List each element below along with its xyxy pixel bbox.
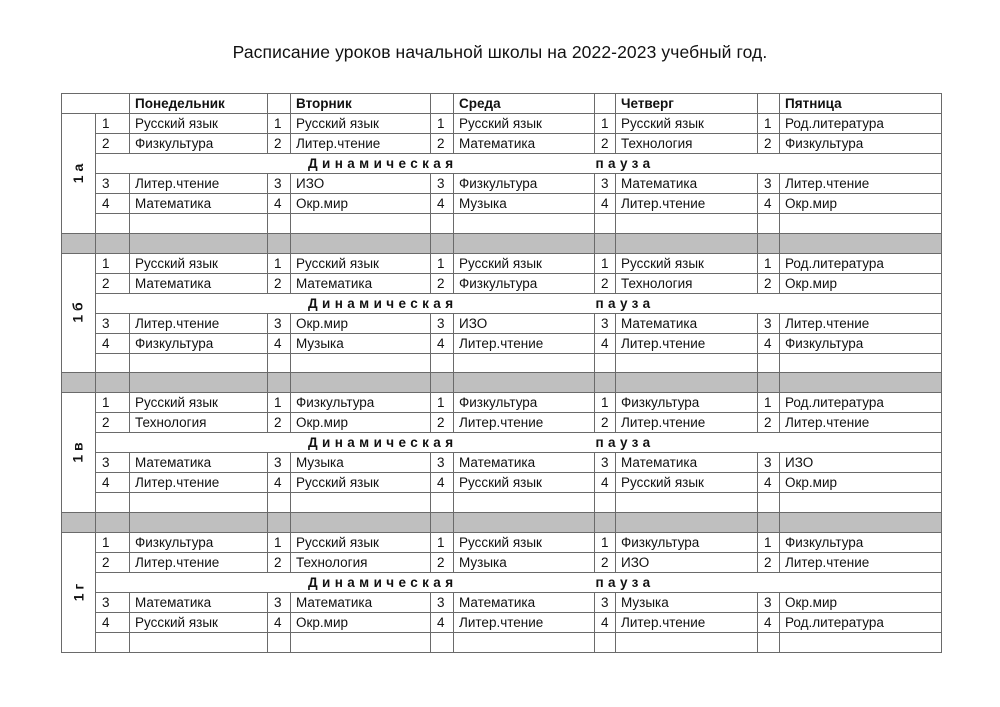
subject-cell: Русский язык: [454, 114, 595, 134]
subject-cell: Русский язык: [616, 114, 758, 134]
empty-row: [62, 493, 942, 513]
subject-cell: Литер.чтение: [454, 612, 595, 632]
empty-cell: [268, 233, 291, 253]
lesson-num: 2: [595, 552, 616, 572]
lesson-num: 1: [758, 532, 780, 552]
empty-cell: [595, 233, 616, 253]
subject-cell: Окр.мир: [780, 592, 942, 612]
subject-cell: Математика: [616, 313, 758, 333]
lesson-num: 1: [758, 114, 780, 134]
subject-cell: Русский язык: [454, 473, 595, 493]
empty-cell: [96, 493, 130, 513]
class-label: [62, 532, 96, 652]
lesson-num: 3: [431, 313, 454, 333]
empty-cell: [130, 512, 268, 532]
lesson-num: 1: [431, 253, 454, 273]
lesson-num: 2: [431, 134, 454, 154]
lesson-num: 4: [268, 473, 291, 493]
subject-cell: Физкультура: [454, 273, 595, 293]
lesson-num: 2: [268, 134, 291, 154]
empty-cell: [616, 353, 758, 373]
lesson-num: 2: [96, 134, 130, 154]
lesson-num: 2: [96, 273, 130, 293]
lesson-num: 3: [431, 174, 454, 194]
empty-cell: [595, 632, 616, 652]
lesson-num: 3: [431, 453, 454, 473]
header-num-cell: [268, 94, 291, 114]
subject-cell: Музыка: [454, 552, 595, 572]
pause-word: пауза: [595, 295, 655, 311]
pause-cell: [96, 154, 942, 174]
empty-cell: [595, 373, 616, 393]
lesson-num: 4: [431, 333, 454, 353]
pause-cell: [96, 293, 942, 313]
lesson-num: 4: [268, 612, 291, 632]
empty-row: [62, 353, 942, 373]
subject-cell: Литер.чтение: [130, 552, 268, 572]
lesson-row: [62, 114, 942, 134]
subject-cell: Физкультура: [454, 393, 595, 413]
lesson-row: [62, 273, 942, 293]
header-num-cell: [758, 94, 780, 114]
class-label: [62, 393, 96, 513]
lesson-num: 2: [431, 273, 454, 293]
lesson-row: [62, 612, 942, 632]
subject-cell: Математика: [454, 453, 595, 473]
header-day-2: Среда: [454, 94, 595, 114]
lesson-num: 4: [96, 473, 130, 493]
pause-row: [62, 433, 942, 453]
lesson-num: 1: [595, 114, 616, 134]
empty-cell: [616, 512, 758, 532]
empty-cell: [454, 373, 595, 393]
lesson-num: 3: [96, 453, 130, 473]
subject-cell: ИЗО: [454, 313, 595, 333]
empty-cell: [595, 493, 616, 513]
pause-row: [62, 154, 942, 174]
subject-cell: Музыка: [291, 333, 431, 353]
pause-word: пауза: [595, 435, 655, 451]
empty-cell: [616, 493, 758, 513]
lesson-row: [62, 393, 942, 413]
empty-cell: [268, 512, 291, 532]
empty-cell: [96, 632, 130, 652]
lesson-num: 1: [595, 253, 616, 273]
empty-cell: [595, 214, 616, 234]
empty-cell: [268, 373, 291, 393]
empty-cell: [96, 353, 130, 373]
empty-cell: [268, 353, 291, 373]
empty-cell: [431, 632, 454, 652]
lesson-num: 2: [758, 134, 780, 154]
lesson-row: [62, 592, 942, 612]
lesson-num: 3: [758, 453, 780, 473]
lesson-num: 1: [758, 253, 780, 273]
empty-cell: [96, 512, 130, 532]
subject-cell: Литер.чтение: [616, 413, 758, 433]
lesson-row: [62, 194, 942, 214]
empty-cell: [291, 632, 431, 652]
subject-cell: Технология: [616, 134, 758, 154]
pause-word: Динамическая: [308, 156, 458, 171]
empty-cell: [616, 632, 758, 652]
subject-cell: Русский язык: [616, 253, 758, 273]
lesson-num: 3: [595, 592, 616, 612]
empty-cell: [780, 373, 942, 393]
subject-cell: Русский язык: [130, 612, 268, 632]
lesson-num: 1: [96, 114, 130, 134]
subject-cell: Русский язык: [130, 393, 268, 413]
empty-cell: [454, 353, 595, 373]
lesson-num: 4: [758, 612, 780, 632]
empty-row: [62, 214, 942, 234]
lesson-num: 3: [268, 453, 291, 473]
subject-cell: Литер.чтение: [454, 413, 595, 433]
empty-cell: [268, 214, 291, 234]
subject-cell: Математика: [130, 592, 268, 612]
empty-cell: [758, 233, 780, 253]
empty-cell: [130, 632, 268, 652]
empty-cell: [780, 233, 942, 253]
lesson-num: 1: [96, 253, 130, 273]
subject-cell: Русский язык: [291, 114, 431, 134]
subject-cell: Музыка: [616, 592, 758, 612]
empty-cell: [616, 373, 758, 393]
subject-cell: Род.литература: [780, 393, 942, 413]
subject-cell: Окр.мир: [291, 313, 431, 333]
empty-cell: [431, 233, 454, 253]
schedule-table: [61, 93, 942, 653]
subject-cell: Окр.мир: [780, 273, 942, 293]
lesson-num: 3: [96, 592, 130, 612]
lesson-num: 2: [268, 552, 291, 572]
lesson-num: 2: [758, 413, 780, 433]
class-label: [62, 114, 96, 234]
empty-cell: [595, 512, 616, 532]
subject-cell: Русский язык: [454, 532, 595, 552]
subject-cell: Физкультура: [130, 134, 268, 154]
empty-cell: [291, 493, 431, 513]
pause-row: [62, 293, 942, 313]
separator-row: [62, 233, 942, 253]
lesson-num: 2: [595, 273, 616, 293]
lesson-num: 1: [595, 532, 616, 552]
lesson-num: 1: [595, 393, 616, 413]
lesson-num: 3: [268, 592, 291, 612]
lesson-num: 1: [268, 532, 291, 552]
lesson-num: 2: [758, 273, 780, 293]
empty-cell: [431, 493, 454, 513]
header-num-cell: [595, 94, 616, 114]
empty-cell: [291, 353, 431, 373]
empty-cell: [291, 373, 431, 393]
subject-cell: Математика: [130, 453, 268, 473]
subject-cell: Технология: [616, 273, 758, 293]
empty-cell: [595, 353, 616, 373]
pause-word: Динамическая: [308, 574, 458, 590]
pause-word: пауза: [595, 156, 655, 171]
pause-word: Динамическая: [308, 435, 458, 451]
empty-cell: [780, 353, 942, 373]
empty-cell: [758, 373, 780, 393]
empty-cell: [130, 373, 268, 393]
subject-cell: Русский язык: [454, 253, 595, 273]
lesson-num: 4: [758, 333, 780, 353]
subject-cell: Математика: [291, 592, 431, 612]
header-num-cell: [431, 94, 454, 114]
lesson-num: 1: [96, 393, 130, 413]
lesson-num: 2: [268, 413, 291, 433]
empty-cell: [62, 512, 96, 532]
empty-cell: [130, 233, 268, 253]
lesson-num: 3: [268, 174, 291, 194]
lesson-num: 4: [96, 333, 130, 353]
lesson-row: [62, 473, 942, 493]
subject-cell: ИЗО: [780, 453, 942, 473]
class-name: 1 а: [70, 163, 86, 184]
lesson-num: 2: [758, 552, 780, 572]
empty-row: [62, 632, 942, 652]
pause-word: Динамическая: [308, 295, 458, 311]
subject-cell: Русский язык: [130, 253, 268, 273]
empty-cell: [758, 493, 780, 513]
empty-cell: [431, 373, 454, 393]
lesson-num: 4: [595, 194, 616, 214]
subject-cell: Литер.чтение: [780, 413, 942, 433]
lesson-num: 2: [595, 413, 616, 433]
pause-row: [62, 572, 942, 592]
subject-cell: Математика: [130, 273, 268, 293]
subject-cell: Литер.чтение: [616, 194, 758, 214]
subject-cell: Математика: [454, 134, 595, 154]
lesson-row: [62, 413, 942, 433]
subject-cell: Литер.чтение: [616, 612, 758, 632]
empty-cell: [454, 214, 595, 234]
lesson-num: 2: [96, 552, 130, 572]
subject-cell: Русский язык: [616, 473, 758, 493]
empty-cell: [96, 233, 130, 253]
empty-cell: [130, 353, 268, 373]
subject-cell: Физкультура: [130, 532, 268, 552]
lesson-num: 4: [96, 194, 130, 214]
lesson-num: 2: [431, 552, 454, 572]
class-name: 1 г: [69, 583, 86, 601]
empty-cell: [758, 353, 780, 373]
empty-cell: [454, 233, 595, 253]
lesson-num: 4: [431, 612, 454, 632]
subject-cell: Окр.мир: [291, 612, 431, 632]
lesson-num: 4: [595, 333, 616, 353]
class-label: [62, 253, 96, 373]
lesson-num: 2: [96, 413, 130, 433]
pause-cell: [96, 433, 942, 453]
lesson-num: 2: [431, 413, 454, 433]
subject-cell: Физкультура: [130, 333, 268, 353]
lesson-num: 1: [431, 114, 454, 134]
subject-cell: Физкультура: [780, 134, 942, 154]
subject-cell: Русский язык: [291, 473, 431, 493]
subject-cell: Музыка: [291, 453, 431, 473]
subject-cell: Технология: [130, 413, 268, 433]
lesson-num: 1: [431, 393, 454, 413]
subject-cell: Математика: [616, 453, 758, 473]
lesson-row: [62, 253, 942, 273]
lesson-num: 4: [268, 194, 291, 214]
header-day-0: Понедельник: [130, 94, 268, 114]
empty-cell: [780, 632, 942, 652]
header-day-1: Вторник: [291, 94, 431, 114]
subject-cell: Литер.чтение: [291, 134, 431, 154]
subject-cell: Литер.чтение: [616, 333, 758, 353]
subject-cell: Русский язык: [291, 253, 431, 273]
separator-row: [62, 373, 942, 393]
empty-cell: [291, 512, 431, 532]
lesson-num: 4: [96, 612, 130, 632]
lesson-num: 3: [758, 313, 780, 333]
lesson-num: 2: [595, 134, 616, 154]
subject-cell: ИЗО: [291, 174, 431, 194]
lesson-num: 3: [758, 592, 780, 612]
lesson-num: 3: [96, 174, 130, 194]
empty-cell: [454, 632, 595, 652]
empty-cell: [758, 512, 780, 532]
empty-cell: [96, 214, 130, 234]
lesson-num: 1: [268, 393, 291, 413]
empty-cell: [758, 214, 780, 234]
subject-cell: Литер.чтение: [780, 552, 942, 572]
empty-cell: [616, 214, 758, 234]
lesson-row: [62, 552, 942, 572]
lesson-num: 1: [268, 253, 291, 273]
subject-cell: Музыка: [454, 194, 595, 214]
subject-cell: Физкультура: [780, 532, 942, 552]
empty-cell: [780, 512, 942, 532]
empty-cell: [130, 214, 268, 234]
empty-cell: [268, 493, 291, 513]
lesson-num: 3: [595, 313, 616, 333]
lesson-row: [62, 453, 942, 473]
subject-cell: Окр.мир: [291, 413, 431, 433]
subject-cell: Окр.мир: [780, 473, 942, 493]
lesson-num: 4: [758, 194, 780, 214]
lesson-row: [62, 134, 942, 154]
lesson-num: 4: [431, 194, 454, 214]
lesson-num: 4: [595, 612, 616, 632]
lesson-num: 3: [758, 174, 780, 194]
subject-cell: Математика: [130, 194, 268, 214]
subject-cell: Род.литература: [780, 114, 942, 134]
page-title: Расписание уроков начальной школы на 2022-2023 учебный год.: [232, 42, 768, 62]
lesson-num: 4: [595, 473, 616, 493]
class-name: 1 в: [69, 442, 86, 463]
subject-cell: Русский язык: [130, 114, 268, 134]
lesson-num: 3: [595, 453, 616, 473]
subject-cell: Литер.чтение: [130, 473, 268, 493]
subject-cell: Род.литература: [780, 253, 942, 273]
subject-cell: Русский язык: [291, 532, 431, 552]
empty-cell: [62, 233, 96, 253]
lesson-num: 3: [431, 592, 454, 612]
empty-cell: [780, 493, 942, 513]
empty-cell: [758, 632, 780, 652]
lesson-num: 4: [431, 473, 454, 493]
subject-cell: Физкультура: [454, 174, 595, 194]
lesson-num: 3: [268, 313, 291, 333]
subject-cell: Физкультура: [780, 333, 942, 353]
empty-cell: [268, 632, 291, 652]
empty-cell: [291, 214, 431, 234]
empty-cell: [431, 214, 454, 234]
subject-cell: Литер.чтение: [130, 174, 268, 194]
subject-cell: ИЗО: [616, 552, 758, 572]
lesson-num: 3: [96, 313, 130, 333]
subject-cell: Математика: [454, 592, 595, 612]
subject-cell: Род.литература: [780, 612, 942, 632]
subject-cell: Физкультура: [616, 532, 758, 552]
subject-cell: Математика: [291, 273, 431, 293]
empty-cell: [454, 493, 595, 513]
subject-cell: Литер.чтение: [780, 174, 942, 194]
empty-cell: [130, 493, 268, 513]
separator-row: [62, 512, 942, 532]
subject-cell: Математика: [616, 174, 758, 194]
pause-word: пауза: [595, 574, 655, 590]
empty-cell: [431, 512, 454, 532]
empty-cell: [780, 214, 942, 234]
empty-cell: [96, 373, 130, 393]
subject-cell: Литер.чтение: [454, 333, 595, 353]
lesson-num: 1: [431, 532, 454, 552]
empty-cell: [291, 233, 431, 253]
subject-cell: Окр.мир: [291, 194, 431, 214]
lesson-num: 1: [758, 393, 780, 413]
lesson-num: 2: [268, 273, 291, 293]
lesson-row: [62, 174, 942, 194]
subject-cell: Окр.мир: [780, 194, 942, 214]
lesson-num: 3: [595, 174, 616, 194]
header-day-4: Пятница: [780, 94, 942, 114]
header-corner: [62, 94, 130, 114]
empty-cell: [62, 373, 96, 393]
lesson-row: [62, 333, 942, 353]
subject-cell: Литер.чтение: [780, 313, 942, 333]
empty-cell: [431, 353, 454, 373]
subject-cell: Технология: [291, 552, 431, 572]
lesson-num: 1: [96, 532, 130, 552]
subject-cell: Физкультура: [291, 393, 431, 413]
header-day-3: Четверг: [616, 94, 758, 114]
subject-cell: Литер.чтение: [130, 313, 268, 333]
lesson-num: 4: [268, 333, 291, 353]
subject-cell: Физкультура: [616, 393, 758, 413]
class-name: 1 б: [69, 302, 86, 324]
lesson-row: [62, 532, 942, 552]
empty-cell: [616, 233, 758, 253]
lesson-num: 4: [758, 473, 780, 493]
empty-cell: [454, 512, 595, 532]
header-row: [62, 94, 942, 114]
lesson-num: 1: [268, 114, 291, 134]
lesson-row: [62, 313, 942, 333]
pause-cell: [96, 572, 942, 592]
